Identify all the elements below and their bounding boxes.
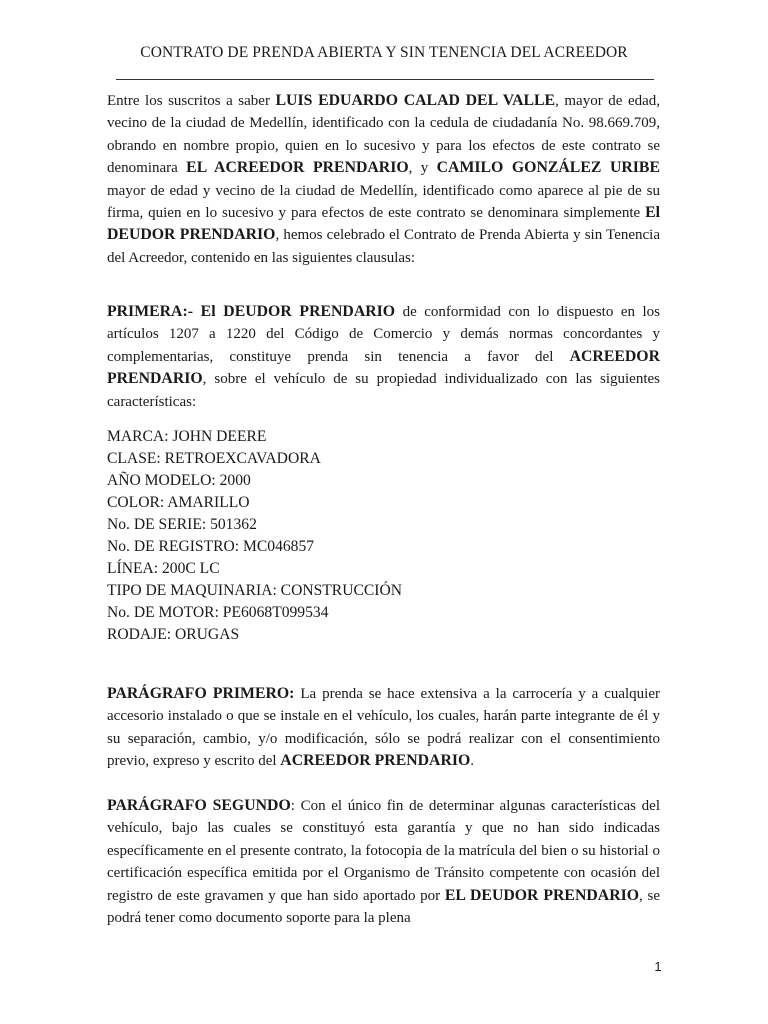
text-run: , y <box>408 160 437 177</box>
bold-text-run: ACREEDOR PRENDARIO <box>107 347 660 388</box>
bold-text-run: EL DEUDOR PRENDARIO <box>444 886 640 904</box>
spec-item: MARCA: JOHN DEERE <box>107 428 267 445</box>
intro-paragraph <box>107 90 660 269</box>
document-title: CONTRATO DE PRENDA ABIERTA Y SIN TENENCIA DEL ACREEDOR <box>140 44 628 61</box>
text-run: Entre los suscritos a saber <box>107 93 276 109</box>
bold-text-run: EL ACREEDOR PRENDARIO <box>186 159 409 177</box>
title-underline <box>116 79 654 80</box>
text-run: , sobre el vehículo de su propiedad individualizado con las siguientes características: <box>107 371 660 410</box>
text-run: mayor de edad y vecino de la ciudad de Medellín, identificado como aparece al pie de su firma, quien en lo sucesivo y para efectos de este contrato se denominara simplemente <box>107 182 660 222</box>
clause-primera <box>107 301 660 413</box>
spec-item: No. DE SERIE: 501362 <box>107 516 257 533</box>
spec-item: RODAJE: ORUGAS <box>107 626 240 643</box>
text-run: , se podrá tener como documento soporte para la plena <box>107 887 661 927</box>
spec-item: AÑO MODELO: 2000 <box>107 472 251 489</box>
spec-item: TIPO DE MAQUINARIA: CONSTRUCCIÓN <box>107 582 402 599</box>
text-run: , hemos celebrado el Contrato de Prenda Abierta y sin Tenencia del Acreedor, contenido en las siguientes clausulas: <box>107 227 660 266</box>
spec-item: No. DE REGISTRO: MC046857 <box>107 538 315 555</box>
text-run: : Con el único fin de determinar algunas características del vehículo, bajo las cuales se constituyó esta garantía y que no han sido indicadas específicamente en el presente contrato, la fotocopia de la matrícula del bien o su historial o certificación específica emitida por el Organismo de Tránsito competente con ocasión del registro de este gravamen y que han sido aportado por <box>107 798 660 904</box>
paragrafo-segundo <box>107 795 660 929</box>
spec-item: CLASE: RETROEXCAVADORA <box>107 450 321 467</box>
bold-text-run: El DEUDOR PRENDARIO <box>107 204 660 244</box>
bold-text-run: PARÁGRAFO SEGUNDO <box>107 797 291 814</box>
spec-item: No. DE MOTOR: PE6068T099534 <box>107 604 329 621</box>
text-run: La prenda se hace extensiva a la carrocería y a cualquier accesorio instalado o que se instale en el vehículo, los cuales, harán parte integrante de él y su separación, cambio, y/o modificación, sólo se podrá realizar con el consentimiento previo, expreso y escrito del <box>107 686 660 770</box>
bold-text-run: LUIS EDUARDO CALAD DEL VALLE <box>275 92 556 109</box>
page-number: 1 <box>654 959 662 974</box>
bold-text-run: PRIMERA:- El DEUDOR PRENDARIO <box>107 303 396 320</box>
spec-item: COLOR: AMARILLO <box>107 494 250 511</box>
text-run: . <box>470 753 475 770</box>
vehicle-spec-list <box>107 426 402 646</box>
text-run: , mayor de edad, vecino de la ciudad de Medellín, identificado con la cedula de ciudadanía No. 98.669.709, obrando en nombre propio, quien en lo sucesivo y para los efectos de este contrato se denominara <box>107 93 661 177</box>
bold-text-run: ACREEDOR PRENDARIO <box>280 752 471 770</box>
bold-text-run: PARÁGRAFO PRIMERO: <box>107 685 295 702</box>
spec-item: LÍNEA: 200C LC <box>107 560 220 577</box>
paragrafo-primero <box>107 683 660 773</box>
text-run: de conformidad con lo dispuesto en los artículos 1207 a 1220 del Código de Comercio y demás normas concordantes y complementarias, constituye prenda sin tenencia a favor del <box>107 304 660 365</box>
bold-text-run: CAMILO GONZÁLEZ URIBE <box>436 159 660 177</box>
